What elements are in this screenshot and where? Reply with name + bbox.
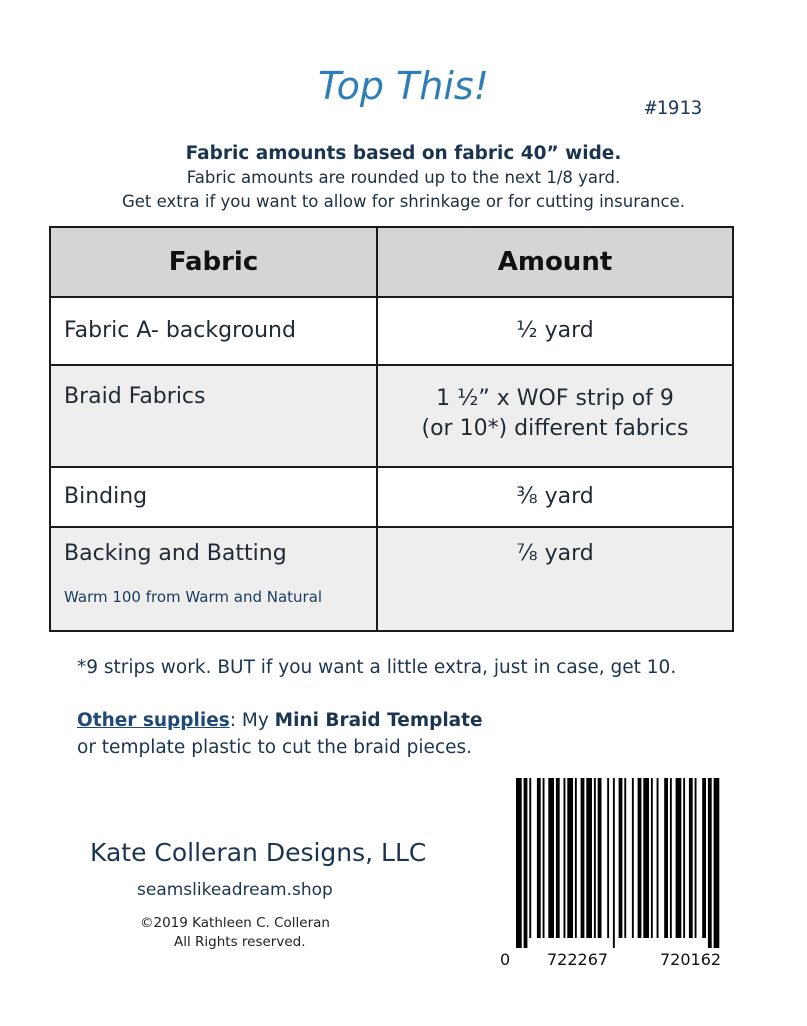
supplies-label: Other supplies [77,710,230,731]
company-name: Kate Colleran Designs, LLC [90,838,427,867]
barcode-group-2: 720162 [660,950,722,969]
barcode-bar [632,778,634,938]
amount-cell: ⅞ yard [377,527,733,631]
barcode-bar [643,778,649,938]
barcode-bar [664,778,668,938]
barcode-bar [683,778,685,938]
pattern-number: #1913 [645,97,703,119]
other-supplies [77,707,483,761]
supplies-colon: : My [229,710,275,731]
fabric-cell: Braid Fabrics [50,365,377,467]
fabric-cell: Binding [50,467,377,527]
barcode-bar [657,778,659,938]
barcode-bar [638,778,642,938]
table-row [50,365,733,467]
fabric-cell [50,527,377,631]
barcode-group-1: 722267 [547,950,609,969]
barcode-bar [564,778,566,938]
barcode-bar [695,778,697,938]
fabric-intro [0,142,807,214]
amount-cell [377,365,733,467]
barcode-bar [581,778,585,938]
header-fabric: Fabric [50,227,377,297]
barcode-bar [702,778,706,938]
table-header-row [50,227,733,297]
amount-line-2: (or 10*) different fabrics [421,416,689,441]
barcode-bar [586,778,592,938]
barcode-bar [670,778,672,938]
barcode-bar [651,778,653,938]
barcode-bar [567,778,573,938]
barcode-bar [689,778,693,938]
barcode-bar [543,778,545,938]
barcode-bar [708,778,712,948]
barcode-bar [594,778,596,938]
amount-line-1: 1 ½” x WOF strip of 9 [436,386,674,411]
barcode-bar [619,778,623,938]
rights-line: All Rights reserved. [174,934,306,950]
table-row [50,527,733,631]
barcode-bar [529,778,531,938]
copyright-block [140,914,330,952]
barcode-bar [676,778,682,938]
pattern-title: Top This! [318,64,489,108]
fabric-table [49,226,734,632]
copyright-line: ©2019 Kathleen C. Colleran [140,915,330,931]
barcode-lead-digit: 0 [500,950,511,969]
fabric-note: Warm 100 from Warm and Natural [64,588,323,606]
template-name: Mini Braid Template [274,710,483,731]
amount-cell: ½ yard [377,297,733,365]
table-row [50,467,733,527]
header-amount: Amount [377,227,733,297]
supplies-line2: or template plastic to cut the braid pieces. [77,737,473,758]
barcode-bar [537,778,541,938]
barcode-bar [607,778,609,938]
intro-rounding-line: Fabric amounts are rounded up to the next 1/8 yard. [186,168,621,187]
barcode-bar [548,778,554,938]
barcode-bar [613,778,615,948]
barcode-bar [624,778,626,938]
barcode-bar [714,778,720,948]
barcode-bar [524,778,528,948]
website-link[interactable]: seamslikeadream.shop [137,880,333,900]
strips-note: *9 strips work. BUT if you want a little extra, just in case, get 10. [77,657,677,678]
fabric-label: Backing and Batting [64,541,287,566]
barcode-bar [556,778,560,938]
intro-bold-line: Fabric amounts based on fabric 40” wide. [185,143,622,164]
fabric-cell: Fabric A- background [50,297,377,365]
barcode-bar [516,778,522,948]
table-row [50,297,733,365]
barcode-bar [575,778,577,938]
intro-extra-line: Get extra if you want to allow for shrinkage or for cutting insurance. [121,192,686,211]
barcode-bar [598,778,602,938]
barcode-image [514,778,754,948]
amount-cell: ⅜ yard [377,467,733,527]
